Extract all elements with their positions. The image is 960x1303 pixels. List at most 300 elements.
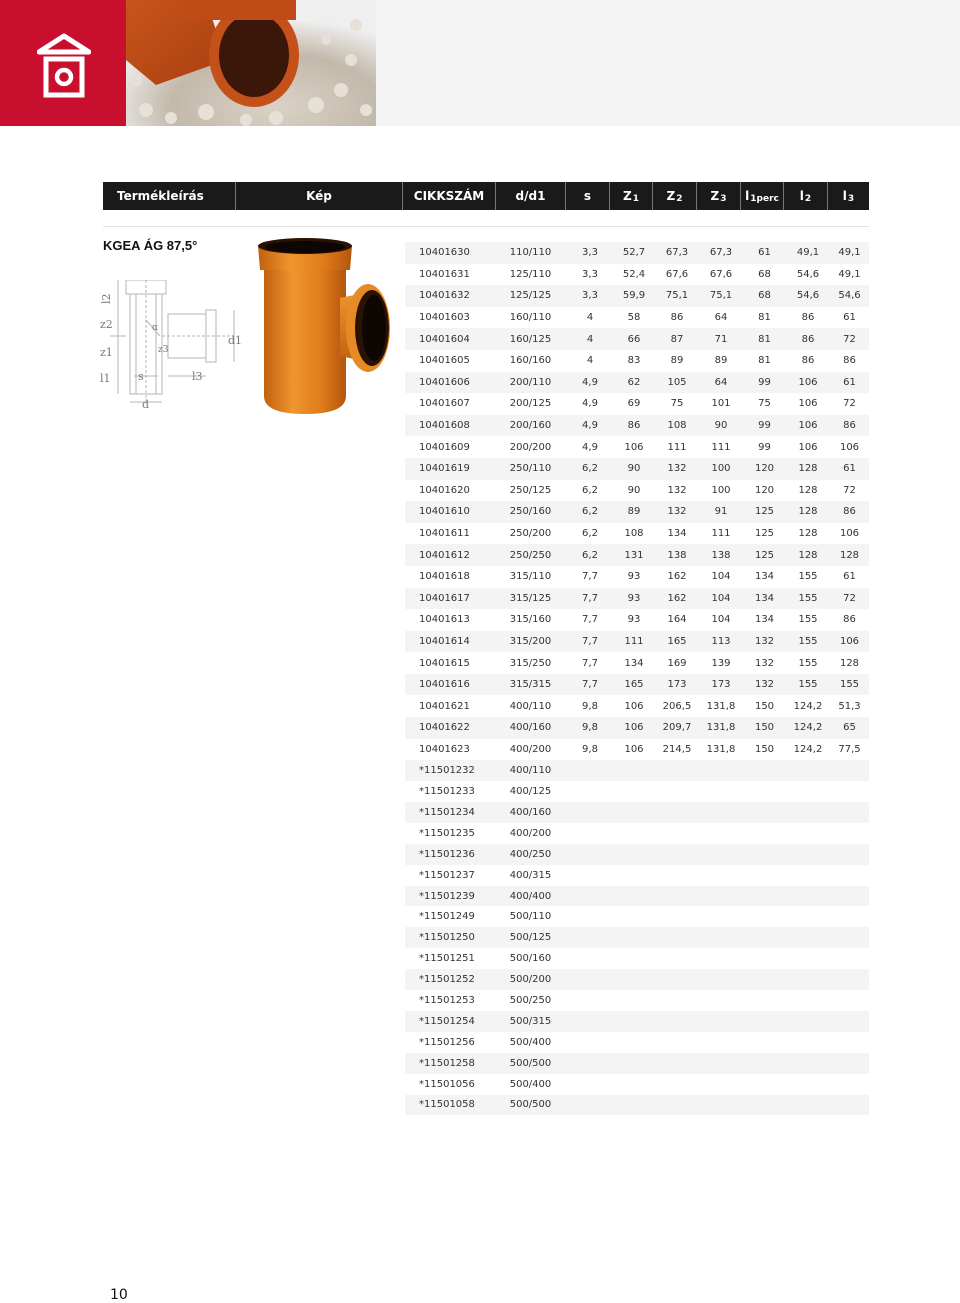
dimension-cell: 106 (624, 722, 644, 734)
dimension-cell: 138 (711, 549, 731, 561)
table-row (405, 760, 869, 781)
dimension-cell: 124,2 (793, 743, 823, 755)
dimension-cell: 128 (839, 549, 860, 561)
dimension-cell: 49,1 (838, 268, 861, 280)
dimension-cell: 162 (667, 592, 687, 604)
dimension-cell: 104 (711, 571, 731, 583)
dimension-cell: 214,5 (662, 743, 692, 755)
dimension-cell: 9,8 (582, 722, 598, 734)
dimension-cell: 7,7 (582, 614, 598, 626)
dimension-cell: 99 (758, 441, 771, 453)
dimension-cell: 150 (754, 743, 775, 755)
dimension-cell: 4 (586, 355, 594, 367)
diameter-cell: 200/125 (509, 398, 552, 410)
dimension-cell: 128 (798, 549, 818, 561)
table-row (405, 906, 869, 927)
article-number-cell: 10401620 (419, 484, 470, 496)
diameter-cell: 315/160 (509, 614, 552, 626)
dimension-cell: 101 (711, 398, 731, 410)
dimension-cell: 206,5 (662, 700, 692, 712)
column-header-image: Kép (236, 182, 403, 210)
dimension-cell: 72 (843, 333, 856, 345)
dimension-cell: 165 (667, 635, 687, 647)
dimension-cell: 68 (758, 268, 771, 280)
dimension-cell: 59,9 (622, 290, 646, 302)
table-row (405, 823, 869, 844)
dimension-cell: 100 (711, 463, 731, 475)
dimension-cell: 108 (667, 420, 687, 432)
dimension-cell: 67,3 (709, 247, 733, 259)
dimension-cell: 6,2 (582, 528, 598, 540)
dimension-cell: 132 (754, 635, 775, 647)
dimension-cell: 86 (843, 506, 856, 518)
diameter-cell: 400/200 (509, 743, 552, 755)
dimension-cell: 58 (627, 312, 641, 324)
dimension-cell: 106 (624, 743, 644, 755)
dimension-cell: 86 (843, 355, 856, 367)
column-header-s: s (566, 182, 610, 210)
dimension-cell: 173 (667, 679, 687, 691)
article-number-cell: *11501235 (419, 827, 475, 839)
table-row (405, 990, 869, 1011)
dimension-cell: 6,2 (582, 549, 598, 561)
dimension-cell: 104 (711, 614, 731, 626)
article-number-cell: *11501239 (419, 890, 475, 902)
dimension-cell: 61 (843, 463, 856, 475)
dimension-cell: 155 (839, 679, 860, 691)
dimension-cell: 71 (714, 333, 728, 345)
diameter-cell: 400/110 (509, 765, 552, 777)
diameter-cell: 500/500 (509, 1099, 552, 1111)
diameter-cell: 250/250 (509, 549, 552, 561)
dimension-cell: 111 (667, 441, 687, 453)
dimension-cell: 132 (667, 463, 687, 475)
dimension-cell: 134 (754, 614, 775, 626)
table-row (405, 739, 869, 761)
dimension-cell: 120 (754, 484, 775, 496)
dimension-cell: 139 (711, 657, 731, 669)
dimension-cell: 75 (758, 398, 771, 410)
product-branch-pipe-image (250, 236, 395, 424)
dimension-cell: 155 (798, 635, 818, 647)
dimension-cell: 173 (711, 679, 731, 691)
dimension-cell: 4 (586, 333, 594, 345)
article-number-cell: *11501056 (419, 1078, 475, 1090)
dimension-cell: 61 (843, 312, 856, 324)
dimension-cell: 164 (667, 614, 687, 626)
dimension-cell: 155 (798, 614, 818, 626)
dimension-cell: 131,8 (706, 743, 736, 755)
dimension-cell: 111 (711, 441, 731, 453)
article-number-cell: *11501252 (419, 974, 475, 986)
dimension-cell: 54,6 (796, 290, 820, 302)
dimension-cell: 105 (667, 376, 687, 388)
drawing-label-z2: z2 (100, 318, 113, 331)
dimension-cell: 131 (624, 549, 644, 561)
table-row (405, 865, 869, 886)
dimension-cell: 90 (714, 420, 728, 432)
dimension-cell: 86 (670, 312, 684, 324)
product-title: KGEA ÁG 87,5° (103, 238, 198, 253)
drawing-label-d: d (142, 398, 150, 411)
article-number-cell: 10401615 (419, 657, 470, 669)
article-number-cell: 10401632 (419, 290, 470, 302)
dimension-cell: 209,7 (662, 722, 692, 734)
diameter-cell: 250/200 (509, 528, 552, 540)
dimension-cell: 128 (798, 463, 818, 475)
dimension-cell: 64 (714, 312, 728, 324)
dimension-cell: 106 (624, 441, 644, 453)
dimension-cell: 128 (839, 657, 860, 669)
table-row (405, 717, 869, 739)
article-number-cell: 10401613 (419, 614, 470, 626)
article-number-cell: 10401603 (419, 312, 470, 324)
dimension-cell: 75 (670, 398, 684, 410)
article-number-cell: 10401608 (419, 420, 470, 432)
dimension-cell: 49,1 (796, 247, 820, 259)
diameter-cell: 160/160 (509, 355, 552, 367)
dimension-cell: 132 (667, 484, 687, 496)
dimension-cell: 87 (670, 333, 684, 345)
article-number-cell: 10401618 (419, 571, 470, 583)
table-row (405, 631, 869, 653)
dimension-cell: 134 (624, 657, 644, 669)
article-number-cell: *11501258 (419, 1057, 475, 1069)
diameter-cell: 315/315 (509, 679, 552, 691)
header-divider (103, 226, 869, 227)
diameter-cell: 200/160 (509, 420, 552, 432)
article-number-cell: 10401610 (419, 506, 470, 518)
article-number-cell: *11501234 (419, 806, 475, 818)
drawing-label-l1: l1 (100, 372, 111, 385)
table-row (405, 609, 869, 631)
diameter-cell: 315/250 (509, 657, 552, 669)
dimension-cell: 150 (754, 722, 775, 734)
table-row (405, 372, 869, 394)
dimension-cell: 134 (754, 571, 775, 583)
table-row (405, 566, 869, 588)
diameter-cell: 315/200 (509, 635, 552, 647)
article-number-cell: *11501237 (419, 869, 475, 881)
diameter-cell: 160/110 (509, 312, 552, 324)
diameter-cell: 400/110 (509, 700, 552, 712)
dimension-cell: 72 (843, 398, 856, 410)
dimension-cell: 81 (758, 312, 771, 324)
table-row (405, 415, 869, 437)
dimension-cell: 106 (839, 528, 860, 540)
dimension-cell: 169 (667, 657, 687, 669)
dimension-cell: 69 (627, 398, 641, 410)
dimension-cell: 106 (624, 700, 644, 712)
dimension-cell: 106 (798, 376, 818, 388)
dimension-cell: 49,1 (838, 247, 861, 259)
column-header-l3: l $_3$ (828, 182, 869, 210)
diameter-cell: 400/125 (509, 786, 552, 798)
dimension-cell: 4,9 (582, 420, 598, 432)
article-number-cell: *11501236 (419, 848, 475, 860)
dimension-cell: 77,5 (838, 743, 861, 755)
table-row (405, 1032, 869, 1053)
diameter-cell: 250/160 (509, 506, 552, 518)
dimension-cell: 150 (754, 700, 775, 712)
article-number-cell: *11501232 (419, 765, 475, 777)
article-number-cell: 10401630 (419, 247, 470, 259)
table-row (405, 393, 869, 415)
column-header-diameter: d/d1 (496, 182, 566, 210)
diameter-cell: 500/125 (509, 932, 552, 944)
diameter-cell: 500/110 (509, 911, 552, 923)
dimension-cell: 132 (754, 679, 775, 691)
table-row (405, 1074, 869, 1095)
dimension-cell: 100 (711, 484, 731, 496)
diameter-cell: 400/400 (509, 890, 552, 902)
dimension-cell: 108 (624, 528, 644, 540)
table-row (405, 242, 869, 264)
dimension-cell: 4 (586, 312, 594, 324)
table-row (405, 285, 869, 307)
dimension-cell: 75,1 (665, 290, 689, 302)
article-number-cell: 10401606 (419, 376, 470, 388)
dimension-cell: 125 (754, 549, 775, 561)
dimension-cell: 4,9 (582, 441, 598, 453)
dimension-cell: 125 (754, 528, 775, 540)
dimension-cell: 128 (798, 528, 818, 540)
diameter-cell: 500/200 (509, 974, 552, 986)
table-row (405, 458, 869, 480)
dimension-cell: 61 (758, 247, 771, 259)
article-number-cell: 10401623 (419, 743, 470, 755)
dimension-cell: 120 (754, 463, 775, 475)
diameter-cell: 500/400 (509, 1036, 552, 1048)
article-number-cell: *11501254 (419, 1015, 475, 1027)
dimension-cell: 124,2 (793, 722, 823, 734)
dimension-cell: 52,4 (622, 268, 646, 280)
diameter-cell: 160/125 (509, 333, 552, 345)
dimension-cell: 124,2 (793, 700, 823, 712)
dimension-cell: 134 (667, 528, 687, 540)
dimension-cell: 86 (843, 420, 856, 432)
dimension-cell: 7,7 (582, 679, 598, 691)
dimension-cell: 106 (798, 398, 818, 410)
table-row (405, 674, 869, 696)
article-number-cell: 10401612 (419, 549, 470, 561)
dimension-cell: 51,3 (838, 700, 861, 712)
dimension-cell: 91 (714, 506, 728, 518)
dimension-cell: 128 (798, 484, 818, 496)
dimension-cell: 134 (754, 592, 775, 604)
table-row (405, 781, 869, 802)
column-header-z2: Z $_2$ (653, 182, 697, 210)
article-number-cell: 10401631 (419, 268, 470, 280)
dimension-cell: 7,7 (582, 592, 598, 604)
dimension-cell: 54,6 (838, 290, 861, 302)
dimension-cell: 9,8 (582, 700, 598, 712)
diameter-cell: 200/110 (509, 376, 552, 388)
dimension-cell: 72 (843, 484, 856, 496)
table-row (405, 695, 869, 717)
dimension-cell: 66 (627, 333, 641, 345)
article-number-cell: 10401605 (419, 355, 470, 367)
dimension-cell: 86 (843, 614, 856, 626)
dimension-cell: 6,2 (582, 506, 598, 518)
article-number-cell: 10401607 (419, 398, 470, 410)
hero-pipe-photo (126, 0, 376, 126)
diameter-cell: 400/250 (509, 848, 552, 860)
drawing-label-d1: d1 (228, 334, 243, 347)
dimension-cell: 67,6 (709, 268, 733, 280)
dimension-cell: 131,8 (706, 722, 736, 734)
drawing-label-z3: z3 (158, 345, 169, 355)
dimension-cell: 67,6 (665, 268, 689, 280)
column-header-l1perc: l $_{1perc}$ (741, 182, 784, 210)
table-row (405, 501, 869, 523)
table-row (405, 969, 869, 990)
dimension-cell: 72 (843, 592, 856, 604)
article-number-cell: *11501058 (419, 1099, 475, 1111)
dimension-cell: 3,3 (582, 268, 598, 280)
dimension-cell: 54,6 (796, 268, 820, 280)
column-header-z3: Z $_3$ (697, 182, 741, 210)
drawing-label-z1: z1 (100, 346, 113, 359)
article-number-cell: 10401604 (419, 333, 470, 345)
diameter-cell: 315/125 (509, 592, 552, 604)
dimension-cell: 7,7 (582, 635, 598, 647)
article-number-cell: *11501249 (419, 911, 475, 923)
table-row (405, 844, 869, 865)
dimension-cell: 132 (667, 506, 687, 518)
drawing-label-l3: l3 (192, 370, 203, 383)
dimension-cell: 61 (843, 376, 856, 388)
diameter-cell: 110/110 (509, 247, 552, 259)
product-data-table (405, 242, 869, 1115)
dimension-cell: 67,3 (665, 247, 689, 259)
dimension-cell: 106 (798, 441, 818, 453)
dimension-cell: 162 (667, 571, 687, 583)
dimension-cell: 86 (801, 355, 815, 367)
dimension-cell: 9,8 (582, 743, 598, 755)
table-row (405, 588, 869, 610)
diameter-cell: 125/110 (509, 268, 552, 280)
dimension-cell: 65 (843, 722, 856, 734)
table-row (405, 264, 869, 286)
table-row (405, 1053, 869, 1074)
table-row (405, 307, 869, 329)
dimension-cell: 89 (627, 506, 641, 518)
dimension-cell: 138 (667, 549, 687, 561)
dimension-cell: 106 (839, 441, 860, 453)
diameter-cell: 250/125 (509, 484, 552, 496)
diameter-cell: 500/400 (509, 1078, 552, 1090)
diameter-cell: 200/200 (509, 441, 552, 453)
dimension-cell: 104 (711, 592, 731, 604)
dimension-cell: 99 (758, 420, 771, 432)
article-number-cell: 10401614 (419, 635, 470, 647)
dimension-cell: 155 (798, 679, 818, 691)
dimension-cell: 165 (624, 679, 644, 691)
table-row (405, 927, 869, 948)
dimension-cell: 131,8 (706, 700, 736, 712)
dimension-cell: 7,7 (582, 657, 598, 669)
article-number-cell: *11501256 (419, 1036, 475, 1048)
dimension-cell: 83 (627, 355, 641, 367)
article-number-cell: 10401617 (419, 592, 470, 604)
diameter-cell: 500/500 (509, 1057, 552, 1069)
table-row (405, 652, 869, 674)
dimension-cell: 125 (754, 506, 775, 518)
column-header-l2: l $_2$ (784, 182, 828, 210)
dimension-cell: 81 (758, 333, 771, 345)
dimension-cell: 111 (624, 635, 644, 647)
table-row (405, 802, 869, 823)
diameter-cell: 125/125 (509, 290, 552, 302)
dimension-cell: 86 (801, 333, 815, 345)
dimension-cell: 62 (627, 376, 641, 388)
dimension-cell: 86 (801, 312, 815, 324)
drawing-label-s: s (138, 370, 144, 383)
diameter-cell: 500/250 (509, 994, 552, 1006)
dimension-cell: 155 (798, 657, 818, 669)
table-row (405, 328, 869, 350)
article-number-cell: *11501250 (419, 932, 475, 944)
dimension-cell: 3,3 (582, 247, 598, 259)
dimension-cell: 90 (627, 463, 641, 475)
dimension-cell: 90 (627, 484, 641, 496)
diameter-cell: 500/160 (509, 953, 552, 965)
dimension-cell: 4,9 (582, 376, 598, 388)
brand-logo (0, 0, 126, 126)
article-number-cell: *11501233 (419, 786, 475, 798)
article-number-cell: 10401611 (419, 528, 470, 540)
column-header-z1: Z $_1$ (610, 182, 653, 210)
dimension-cell: 6,2 (582, 463, 598, 475)
article-number-cell: *11501251 (419, 953, 475, 965)
diameter-cell: 315/110 (509, 571, 552, 583)
table-row (405, 350, 869, 372)
table-row (405, 480, 869, 502)
article-number-cell: 10401622 (419, 722, 470, 734)
diameter-cell: 500/315 (509, 1015, 552, 1027)
table-row (405, 523, 869, 545)
dimension-cell: 106 (798, 420, 818, 432)
dimension-cell: 106 (839, 635, 860, 647)
house-icon (37, 32, 91, 100)
dimension-cell: 89 (670, 355, 684, 367)
dimension-cell: 3,3 (582, 290, 598, 302)
diameter-cell: 250/110 (509, 463, 552, 475)
page-number: 10 (110, 1287, 128, 1303)
dimension-cell: 75,1 (709, 290, 733, 302)
diameter-cell: 400/315 (509, 869, 552, 881)
drawing-label-angle: α (152, 323, 159, 333)
article-number-cell: 10401609 (419, 441, 470, 453)
table-header (103, 182, 869, 210)
dimension-cell: 132 (754, 657, 775, 669)
drawing-label-l2: l2 (100, 293, 113, 304)
dimension-cell: 4,9 (582, 398, 598, 410)
dimension-cell: 68 (758, 290, 771, 302)
dimension-cell: 86 (627, 420, 641, 432)
dimension-cell: 155 (798, 592, 818, 604)
article-number-cell: 10401616 (419, 679, 470, 691)
table-row (405, 1011, 869, 1032)
column-header-article-number: CIKKSZÁM (403, 182, 496, 210)
article-number-cell: 10401621 (419, 700, 470, 712)
dimension-cell: 93 (627, 592, 641, 604)
table-row (405, 948, 869, 969)
article-number-cell: 10401619 (419, 463, 470, 475)
dimension-cell: 6,2 (582, 484, 598, 496)
diameter-cell: 400/160 (509, 722, 552, 734)
